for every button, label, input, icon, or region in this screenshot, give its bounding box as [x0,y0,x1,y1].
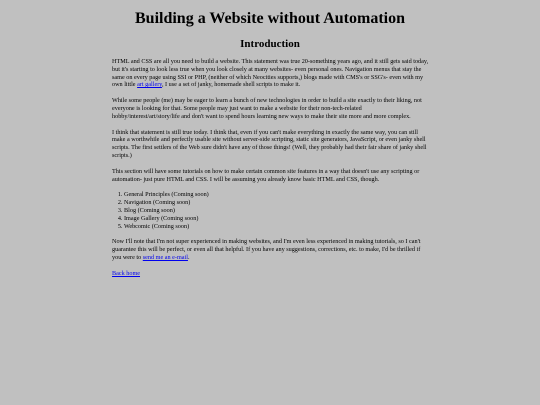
art-gallery-link[interactable]: art gallery [137,81,162,89]
intro-paragraph-1 [112,58,430,89]
tutorial-item-general-principles: 1. General Principles (Coming soon) [124,191,430,199]
tutorial-item-image-gallery: 4. Image Gallery (Coming soon) [124,215,430,223]
intro-paragraph-4: This section will have some tutorials on how to make certain common site features in a way that doesn't use any scripting or automation- just pure HTML and CSS. I will be assuming you already know basic HTML and CSS, though. [112,167,420,183]
intro-paragraph-2: While some people (me) may be eager to learn a bunch of new technologies in order to build a site exactly to their liking, not everyone is looking for that. Some people may just want to make a website for their non-tech-related hobby/interest/art/story/life and don't want to spend hours learning new ways to make their site more and more complex. [112,97,422,120]
section-title: Introduction [240,38,300,50]
back-home-paragraph [112,270,430,278]
tutorial-item-webcomic: 5. Webcomic (Coming soon) [124,223,430,231]
tutorial-item-navigation: 2. Navigation (Coming soon) [124,199,430,207]
tutorial-list [112,191,430,230]
intro-paragraph-3: I think that statement is still true today. I think that, even if you can't make everything in exactly the same way, you can still make a worthwhile and perfectly usable site without server-side scripting, static site generators, JavaScript, or even janky shell scripts. The first settlers of the Web sure didn't have any of those things! (Well, they probably had their fair share of janky shell scripts.) [112,128,427,159]
intro-text: HTML and CSS are all you need to build a website. This statement was true 20-something years ago, and it still gets said today, but it's starting to look less true when you look closely at many websites- even personal ones. Navigation menus that stay the same on every page using SSI or PHP, (neither of which Neocities supports,) blogs made with CMS's or SSG's- even with my own little [112,58,429,89]
intro-paragraph-5 [112,238,430,261]
main-content [112,58,430,286]
closing-text: Now I'll note that I'm not super experienced in making websites, and I'm even less experienced in making tutorials, so I can't guarantee this will be perfect, or even all that helpful. If you have any suggestions, corrections, etc. to make, I'd be thrilled if you were to [112,238,421,261]
email-link[interactable]: send me an e-mail [142,253,188,261]
tutorial-item-blog: 3. Blog (Coming soon) [124,207,430,215]
closing-text-end: . [187,253,190,261]
back-home-link[interactable]: Back home [112,269,141,277]
intro-text-end: , I use a set of janky, homemade shell scripts to make it. [161,81,301,89]
page-title: Building a Website without Automation [135,10,405,27]
